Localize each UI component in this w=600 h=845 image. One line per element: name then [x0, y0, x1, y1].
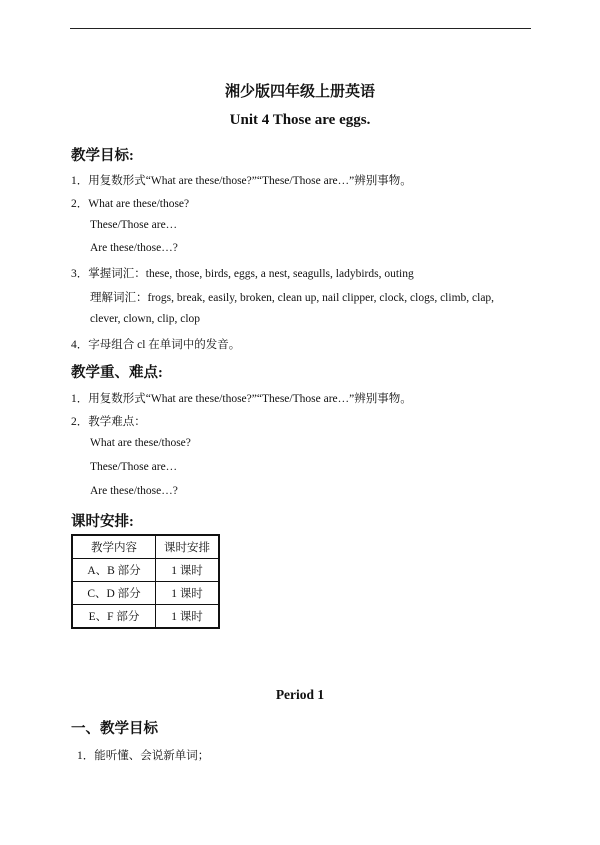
objective-3-understand: 理解词汇：frogs, break, easily, broken, clean up, nail clipper, clock, clogs, climb, clap, — [90, 292, 495, 304]
table-header-cell: 课时安排 — [156, 535, 220, 559]
key-point-2: 2．教学难点： — [71, 416, 146, 428]
table-header-row — [72, 535, 219, 559]
key-point-2-line-4: Are these/those…? — [90, 485, 178, 497]
table-cell: A、B 部分 — [72, 559, 156, 582]
doc-title: 湘少版四年级上册英语 — [224, 84, 375, 100]
unit-title: Unit 4 Those are eggs. — [229, 112, 371, 128]
key-point-2-line-2: What are these/those? — [90, 437, 191, 449]
table-cell: 1 课时 — [156, 605, 220, 629]
objective-4: 4．字母组合 cl 在单词中的发音。 — [71, 339, 241, 351]
key-point-2-line-3: These/Those are… — [90, 461, 178, 473]
table-cell: 1 课时 — [156, 582, 220, 605]
table-header-cell: 教学内容 — [72, 535, 156, 559]
table-cell: 1 课时 — [156, 559, 220, 582]
schedule-table — [71, 534, 220, 629]
table-cell: C、D 部分 — [72, 582, 156, 605]
objective-1: 1．用复数形式“What are these/those?”“These/Those are…”辨别事物。 — [71, 175, 412, 187]
table-row — [72, 559, 219, 582]
objective-3-understand-cont: clever, clown, clip, clop — [90, 313, 201, 325]
table-row — [72, 582, 219, 605]
table-row — [72, 605, 219, 629]
objective-2-line-3: Are these/those…? — [90, 242, 178, 254]
key-points-heading: 教学重、难点: — [71, 365, 163, 381]
table-cell: E、F 部分 — [72, 605, 156, 629]
schedule-heading: 课时安排: — [71, 514, 134, 530]
period-objectives-heading: 一、教学目标 — [71, 721, 158, 737]
key-point-1: 1．用复数形式“What are these/those?”“These/Those are…”辨别事物。 — [71, 393, 412, 405]
objectives-heading: 教学目标: — [71, 148, 134, 164]
objective-2-line-2: These/Those are… — [90, 219, 178, 231]
header-rule — [70, 28, 531, 29]
objective-3: 3．掌握词汇：these, those, birds, eggs, a nest, seagulls, ladybirds, outing — [71, 268, 414, 280]
objective-2: 2．What are these/those? — [71, 198, 190, 210]
period-title: Period 1 — [275, 687, 325, 702]
period-objective-1: 1．能听懂、会说新单词； — [77, 750, 210, 762]
